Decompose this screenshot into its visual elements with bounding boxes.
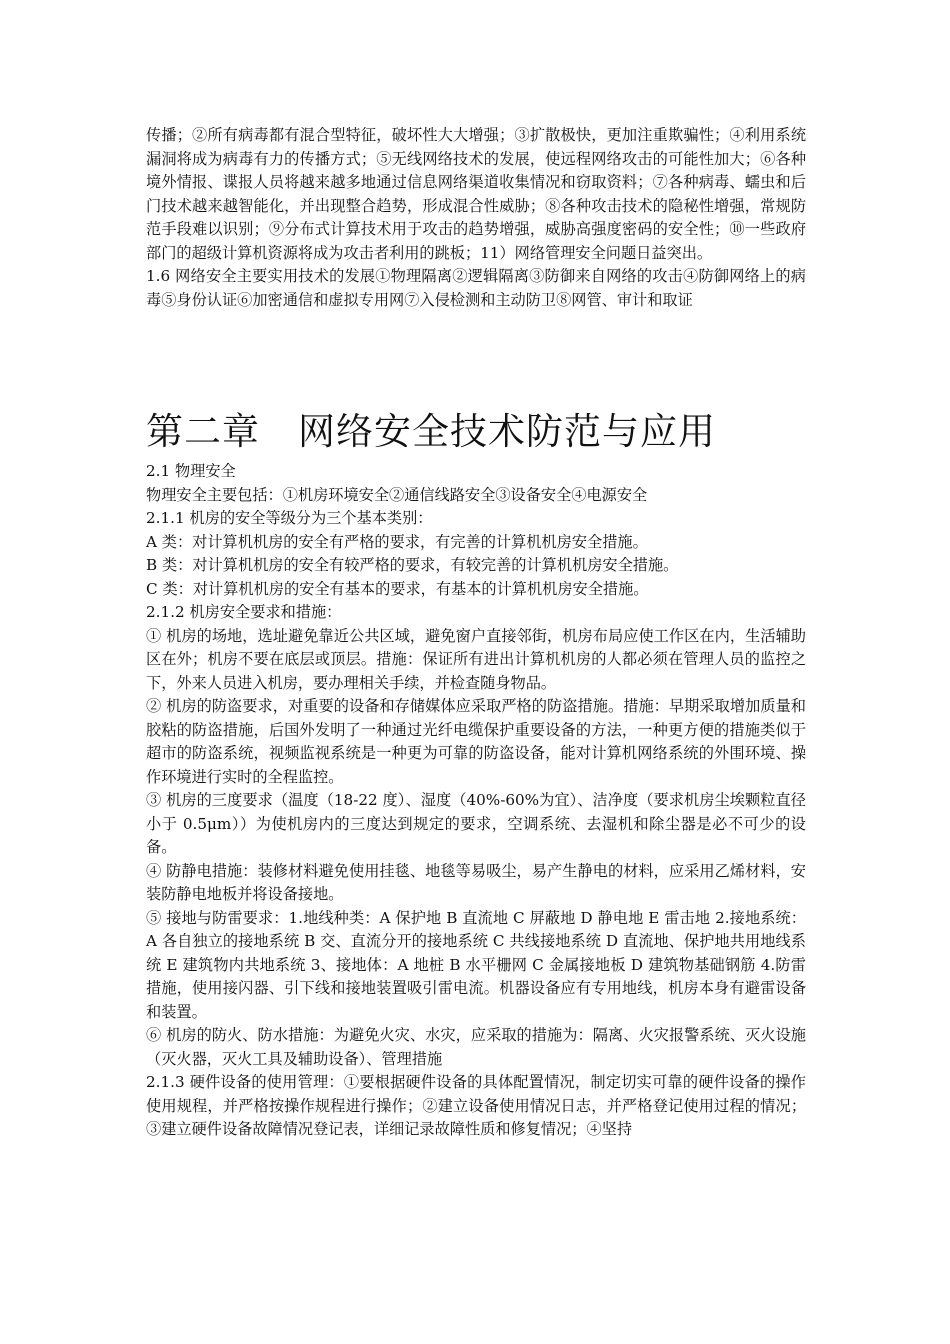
section-gap [146, 312, 806, 410]
section-heading: 2.1 物理安全 [146, 462, 236, 480]
section-heading: 2.1.2 机房安全要求和措施： [146, 603, 342, 621]
chapter-body [146, 460, 806, 1142]
paragraph: A 类：对计算机机房的安全有严格的要求，有完善的计算机机房安全措施。 [146, 532, 648, 551]
paragraph: ② 机房的防盗要求，对重要的设备和存储媒体应采取严格的防盗措施。措施：早期采取增加质量和胶粘的防盗措施，后国外发明了一种通过光纤电缆保护重要设备的方法，一种更方便的措施类似于超市的防盗系统，视频监视系统是一种更为可靠的防盗设备，能对计算机网络系统的外围环境、操作环境进行实时的全程监控。 [146, 697, 806, 786]
document-page [146, 124, 806, 1142]
paragraph: C 类：对计算机机房的安全有基本的要求，有基本的计算机机房安全措施。 [146, 579, 649, 598]
paragraph: ⑤ 接地与防雷要求：1.地线种类：A 保护地 B 直流地 C 屏蔽地 D 静电地 E 雷击地 2.接地系统：A 各自独立的接地系统 B 交、直流分开的接地系统 C 共线接地系统 D 直流地、保护地共用地线系统 E 建筑物内共地系统 3、接地体：A 地桩 B 水平栅网 C 金属接地板 D 建筑物基础钢筋 4.防雷措施，使用接闪器、引下线和接地装置吸引雷电流。机器设备应有专用地线，机房本身有避雷设备和装置。 [146, 908, 806, 1021]
section-heading: 2.1.1 机房的安全等级分为三个基本类别： [146, 509, 433, 527]
paragraph: 1.6 网络安全主要实用技术的发展①物理隔离②逻辑隔离③防御来自网络的攻击④防御网络上的病毒⑤身份认证⑥加密通信和虚拟专用网⑦入侵检测和主动防卫⑧网管、审计和取证 [146, 267, 806, 309]
paragraph: 传播；②所有病毒都有混合型特征，破坏性大大增强；③扩散极快，更加注重欺骗性；④利用系统漏洞将成为病毒有力的传播方式；⑤无线网络技术的发展，使远程网络攻击的可能性加大；⑥各种境外情报、谍报人员将越来越多地通过信息网络渠道收集情况和窃取资料；⑦各种病毒、蠕虫和后门技术越来越智能化，并出现整合趋势，形成混合性威胁；⑧各种攻击技术的隐秘性增强，常规防范手段难以识别；⑨分布式计算技术用于攻击的趋势增强，威胁高强度密码的安全性；⑩一些政府部门的超级计算机资源将成为攻击者利用的跳板；11）网络管理安全问题日益突出。 [146, 126, 806, 262]
previous-section [146, 124, 806, 312]
paragraph: ③ 机房的三度要求（温度（18-22 度）、湿度（40%-60%为宜）、洁净度（要求机房尘埃颗粒直径小于 0.5μm））为使机房内的三度达到规定的要求，空调系统、去湿机和除尘器是必不可少的设备。 [146, 791, 806, 856]
paragraph: ⑥ 机房的防火、防水措施：为避免火灾、水灾，应采取的措施为：隔离、火灾报警系统、灭火设施（灭火器，灭火工具及辅助设备）、管理措施 [146, 1026, 806, 1068]
paragraph: ④ 防静电措施：装修材料避免使用挂毯、地毯等易吸尘，易产生静电的材料，应采用乙烯材料，安装防静电地板并将设备接地。 [146, 861, 806, 903]
paragraph: ① 机房的场地，选址避免靠近公共区域，避免窗户直接邻街，机房布局应使工作区在内，生活辅助区在外；机房不要在底层或顶层。措施：保证所有进出计算机机房的人都必须在管理人员的监控之下，外来人员进入机房，要办理相关手续，并检查随身物品。 [146, 626, 806, 692]
paragraph: B 类：对计算机机房的安全有较严格的要求，有较完善的计算机机房安全措施。 [146, 556, 679, 574]
paragraph: 物理安全主要包括：①机房环境安全②通信线路安全③设备安全④电源安全 [146, 485, 648, 504]
chapter-title: 第二章 网络安全技术防范与应用 [146, 410, 716, 453]
paragraph: 2.1.3 硬件设备的使用管理：①要根据硬件设备的具体配置情况，制定切实可靠的硬件设备的操作使用规程，并严格按操作规程进行操作；②建立设备使用情况日志，并严格登记使用过程的情况；③建立硬件设备故障情况登记表，详细记录故障性质和修复情况；④坚持 [146, 1073, 806, 1138]
